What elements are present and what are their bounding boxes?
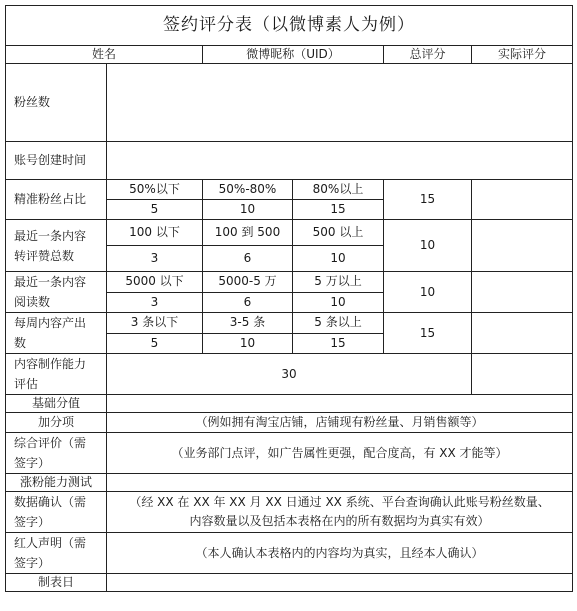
- reads-range-1: 5000 以下: [107, 272, 203, 293]
- overall-label-line2: 签字）: [14, 456, 51, 470]
- base-row: [6, 395, 573, 413]
- date-value-cell[interactable]: [107, 574, 573, 592]
- weekly-label-line1: 每周内容产出: [14, 316, 87, 330]
- repost-score-2: 6: [203, 246, 293, 272]
- statement-row: [6, 533, 573, 574]
- date-label: 制表日: [6, 574, 107, 592]
- production-label-line1: 内容制作能力: [14, 357, 87, 371]
- confirm-note: [107, 492, 573, 533]
- production-row: [6, 354, 573, 395]
- precise-range-2: 50%-80%: [203, 180, 293, 200]
- form-title: 签约评分表（以微博素人为例）: [6, 6, 573, 46]
- account-time-row: [6, 142, 573, 180]
- production-actual-cell[interactable]: [472, 354, 573, 395]
- overall-note: （业务部门点评，如广告属性更强，配合度高，有 XX 才能等）: [107, 433, 573, 474]
- header-row: [6, 46, 573, 64]
- confirm-label: [6, 492, 107, 533]
- base-label: 基础分值: [6, 395, 107, 413]
- weekly-range-1: 3 条以下: [107, 313, 203, 334]
- precise-range-1: 50%以下: [107, 180, 203, 200]
- account-time-value-cell[interactable]: [107, 142, 573, 180]
- bonus-label: 加分项: [6, 413, 107, 433]
- header-total: 总评分: [384, 46, 472, 64]
- fan-test-row: [6, 474, 573, 492]
- header-actual: 实际评分: [472, 46, 573, 64]
- repost-label: [6, 220, 107, 272]
- statement-label-line2: 签字）: [14, 556, 51, 570]
- repost-range-row: [6, 220, 573, 246]
- confirm-label-line2: 签字）: [14, 515, 51, 529]
- scoring-form: [5, 5, 572, 592]
- date-row: [6, 574, 573, 592]
- reads-score-1: 3: [107, 292, 203, 313]
- header-uid: 微博昵称（UID）: [203, 46, 384, 64]
- repost-total: 10: [384, 220, 472, 272]
- precise-score-3: 15: [293, 200, 384, 220]
- repost-label-line1: 最近一条内容: [14, 228, 87, 243]
- scoring-table: [5, 5, 573, 592]
- reads-total: 10: [384, 272, 472, 313]
- weekly-score-2: 10: [203, 333, 293, 354]
- reads-score-3: 10: [293, 292, 384, 313]
- statement-label-line1: 红人声明（需: [14, 536, 87, 550]
- base-value-cell[interactable]: [107, 395, 573, 413]
- repost-range-1: 100 以下: [107, 220, 203, 246]
- weekly-score-1: 5: [107, 333, 203, 354]
- weekly-actual-cell[interactable]: [472, 313, 573, 354]
- statement-label: [6, 533, 107, 574]
- precise-total: 15: [384, 180, 472, 220]
- bonus-row: [6, 413, 573, 433]
- reads-range-2: 5000-5 万: [203, 272, 293, 293]
- reads-label-line1: 最近一条内容: [14, 275, 87, 289]
- precise-actual-cell[interactable]: [472, 180, 573, 220]
- precise-range-row: [6, 180, 573, 200]
- fan-test-value-cell[interactable]: [107, 474, 573, 492]
- reads-actual-cell[interactable]: [472, 272, 573, 313]
- repost-actual-cell[interactable]: [472, 220, 573, 272]
- production-label: [6, 354, 107, 395]
- weekly-range-3: 5 条以上: [293, 313, 384, 334]
- repost-score-1: 3: [107, 246, 203, 272]
- repost-label-line2: 转评赞总数: [14, 248, 75, 263]
- reads-label: [6, 272, 107, 313]
- weekly-score-3: 15: [293, 333, 384, 354]
- fans-value-cell[interactable]: [107, 64, 573, 142]
- reads-range-3: 5 万以上: [293, 272, 384, 293]
- production-label-line2: 评估: [14, 377, 39, 391]
- repost-score-3: 10: [293, 246, 384, 272]
- statement-note: （本人确认本表格内的内容均为真实，且经本人确认）: [107, 533, 573, 574]
- reads-range-row: [6, 272, 573, 293]
- weekly-range-2: 3-5 条: [203, 313, 293, 334]
- repost-range-3: 500 以上: [293, 220, 384, 246]
- weekly-range-row: [6, 313, 573, 334]
- weekly-label-line2: 数: [14, 336, 27, 350]
- fan-test-label: 涨粉能力测试: [6, 474, 107, 492]
- confirm-row: [6, 492, 573, 533]
- reads-label-line2: 阅读数: [14, 295, 51, 309]
- account-time-label: 账号创建时间: [6, 142, 107, 180]
- confirm-note-line1: （经 XX 在 XX 年 XX 月 XX 日通过 XX 系统、平台查询确认此账号粉丝数量、: [129, 495, 550, 509]
- header-name: 姓名: [6, 46, 203, 64]
- bonus-note: （例如拥有淘宝店铺，店铺现有粉丝量、月销售额等）: [107, 413, 573, 433]
- overall-row: [6, 433, 573, 474]
- precise-label: 精准粉丝占比: [6, 180, 107, 220]
- weekly-total: 15: [384, 313, 472, 354]
- fans-label: 粉丝数: [6, 64, 107, 142]
- precise-score-1: 5: [107, 200, 203, 220]
- reads-score-2: 6: [203, 292, 293, 313]
- weekly-label: [6, 313, 107, 354]
- repost-range-2: 100 到 500: [203, 220, 293, 246]
- overall-label-line1: 综合评价（需: [14, 436, 87, 450]
- precise-score-2: 10: [203, 200, 293, 220]
- confirm-note-line2: 内容数量以及包括本表格在内的所有数据均为真实有效）: [189, 514, 490, 528]
- production-score: 30: [107, 354, 472, 395]
- confirm-label-line1: 数据确认（需: [14, 495, 87, 509]
- precise-range-3: 80%以上: [293, 180, 384, 200]
- overall-label: [6, 433, 107, 474]
- fans-row: [6, 64, 573, 142]
- title-row: [6, 6, 573, 46]
